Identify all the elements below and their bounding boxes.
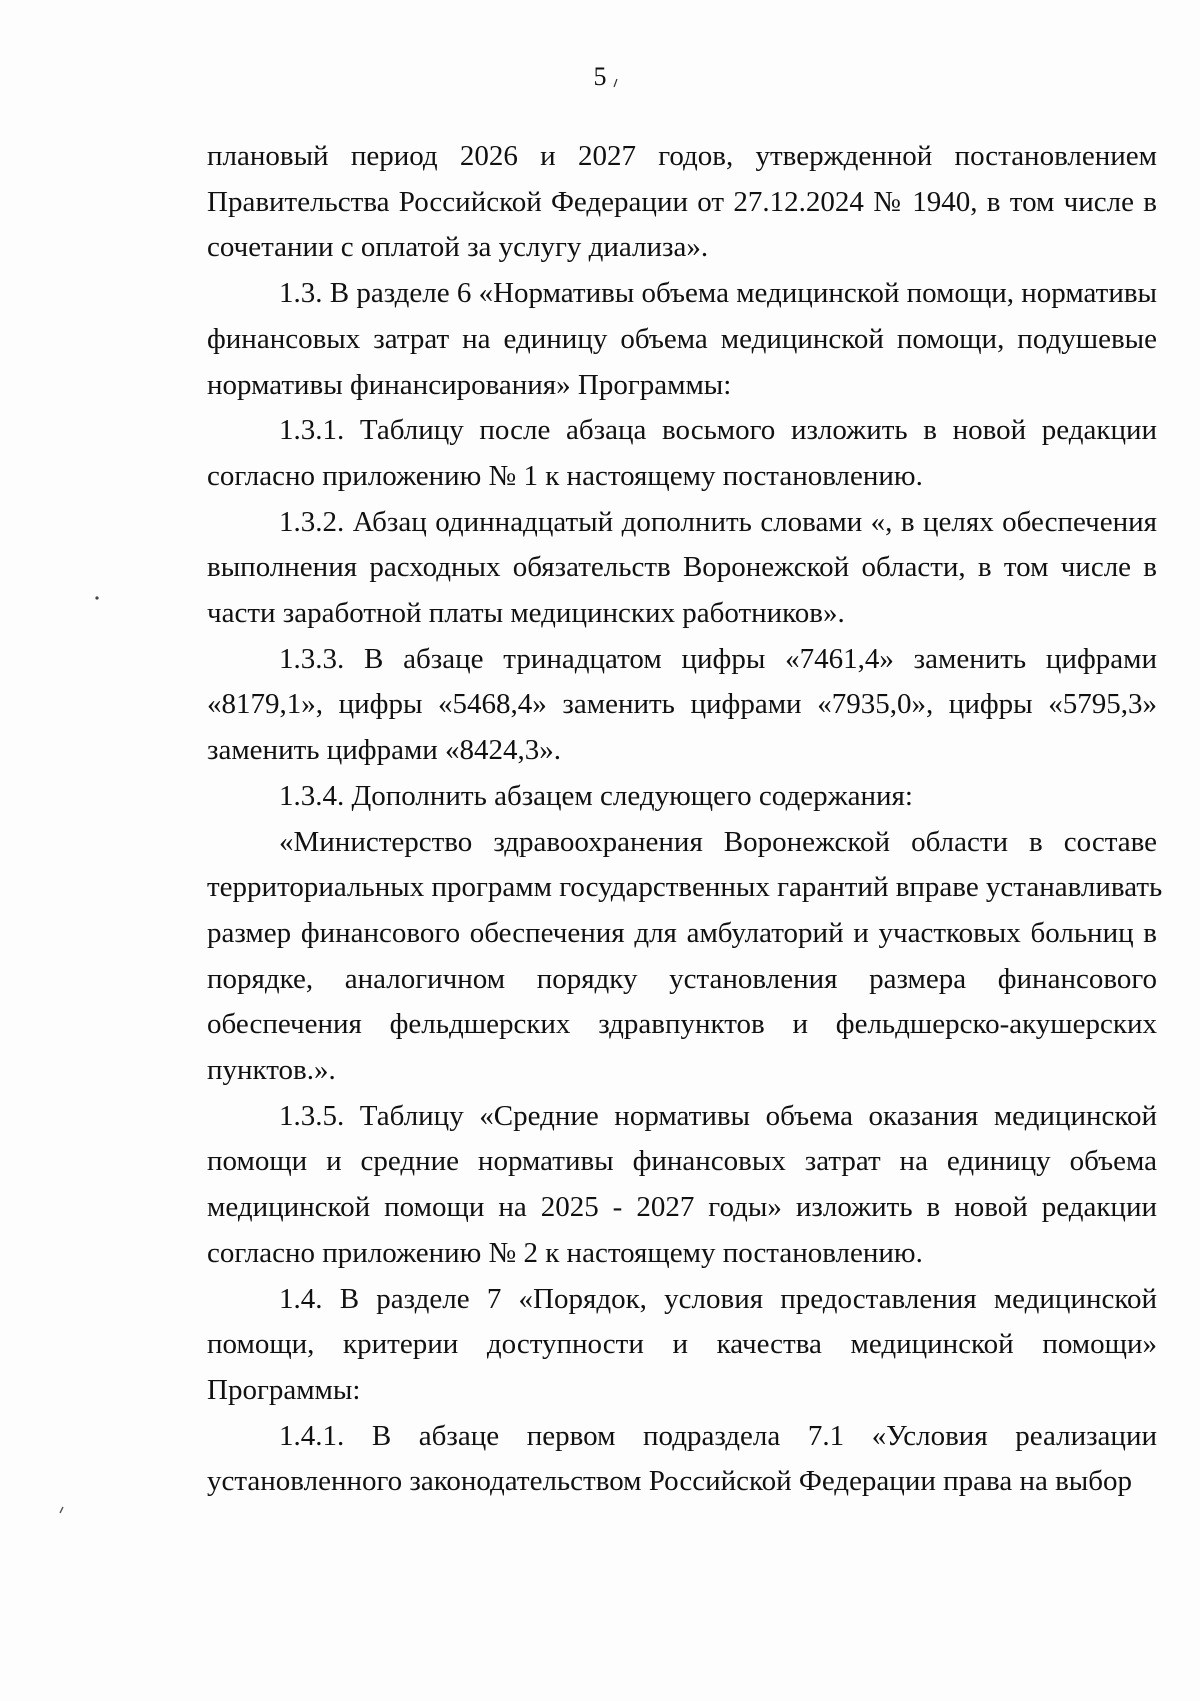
text-line: плановый период 2026 и 2027 годов, утвержденной постановлением (207, 140, 1157, 172)
text-line: порядке, аналогичном порядку установления размера финансового (207, 962, 1157, 995)
text-line: 1.3.4. Дополнить абзацем следующего содержания: (279, 779, 913, 812)
text-line: территориальных программ государственных гарантий вправе устанавливать (207, 871, 1163, 904)
text-line: помощи и средние нормативы финансовых затрат на единицу объема (207, 1145, 1157, 1178)
text-line: нормативы финансирования» Программы: (207, 368, 732, 401)
text-line: установленного законодательством Российской Федерации права на выбор (207, 1465, 1133, 1498)
text-line: сочетании с оплатой за услугу диализа». (207, 231, 709, 264)
text-line: выполнения расходных обязательств Воронежской области, в том числе в (207, 551, 1157, 584)
text-line: 1.3.3. В абзаце тринадцатом цифры «7461,4» заменить цифрами (279, 642, 1157, 675)
paragraph (207, 134, 1157, 271)
text-line: «8179,1», цифры «5468,4» заменить цифрами «7935,0», цифры «5795,3» (207, 688, 1157, 721)
text-line: медицинской помощи на 2025 - 2027 годы» изложить в новой редакции (207, 1191, 1157, 1224)
text-line: 1.3. В разделе 6 «Нормативы объема медицинской помощи, нормативы (279, 277, 1158, 310)
page-number: 5 (593, 62, 607, 91)
text-line: «Министерство здравоохранения Воронежской области в составе (279, 825, 1157, 858)
paragraph (207, 1094, 1157, 1277)
paragraph (207, 271, 1157, 408)
text-line: 1.3.2. Абзац одиннадцатый дополнить словами «, в целях обеспечения (279, 505, 1157, 538)
text-line: части заработной платы медицинских работников». (207, 597, 845, 630)
paragraph (207, 500, 1157, 637)
paragraph (207, 637, 1157, 774)
text-line: обеспечения фельдшерских здравпунктов и фельдшерско-акушерских (207, 1008, 1157, 1041)
text-line: помощи, критерии доступности и качества медицинской помощи» (207, 1328, 1157, 1361)
paragraph (207, 774, 1157, 820)
text-line: Программы: (207, 1373, 361, 1406)
document-body (207, 134, 1163, 1505)
text-line: финансовых затрат на единицу объема медицинской помощи, подушевые (207, 322, 1157, 355)
text-line: пунктов.». (207, 1054, 336, 1087)
text-line: размер финансового обеспечения для амбулаторий и участковых больниц в (207, 916, 1157, 949)
paragraph (207, 820, 1163, 1094)
paragraph (207, 1277, 1157, 1414)
paragraph (207, 408, 1157, 499)
text-line: заменить цифрами «8424,3». (207, 734, 562, 767)
text-line: 1.3.1. Таблицу после абзаца восьмого изложить в новой редакции (279, 414, 1157, 447)
text-line: 1.4.1. В абзаце первом подраздела 7.1 «Условия реализации (279, 1419, 1157, 1452)
text-line: 1.4. В разделе 7 «Порядок, условия предоставления медицинской (279, 1282, 1157, 1315)
paragraph (207, 1414, 1157, 1505)
text-line: Правительства Российской Федерации от 27.12.2024 № 1940, в том числе в (207, 185, 1157, 218)
text-line: согласно приложению № 1 к настоящему постановлению. (207, 459, 923, 492)
text-line: 1.3.5. Таблицу «Средние нормативы объема оказания медицинской (279, 1099, 1157, 1132)
text-line: согласно приложению № 2 к настоящему постановлению. (207, 1236, 923, 1269)
